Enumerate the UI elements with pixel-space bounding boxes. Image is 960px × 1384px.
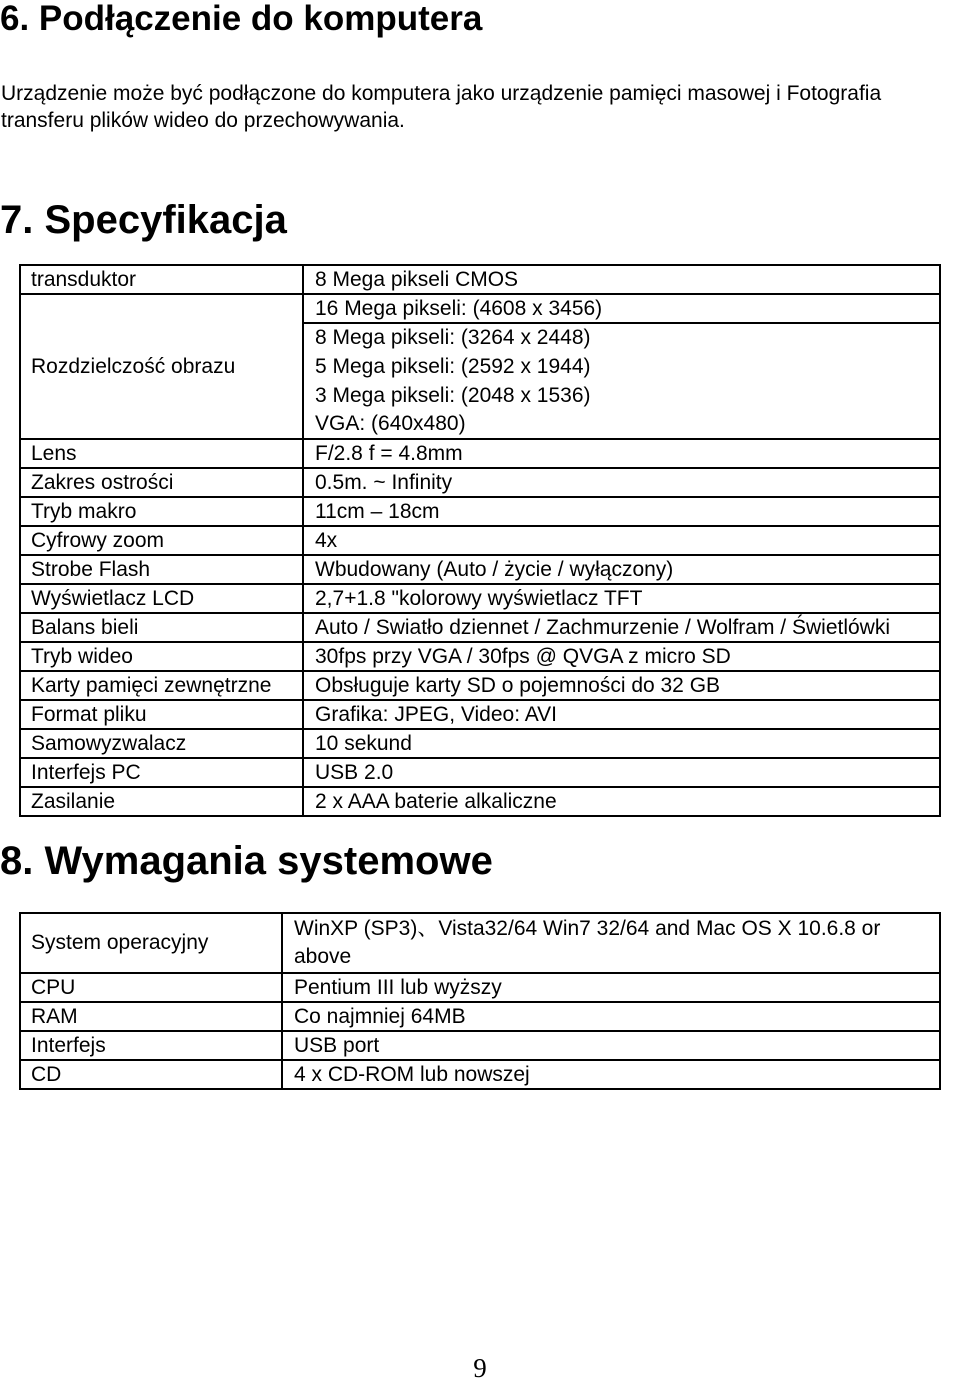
- spec-label: Rozdzielczość obrazu: [20, 294, 303, 439]
- spec-label: Tryb makro: [20, 497, 303, 526]
- spec-value: 2 x AAA baterie alkaliczne: [303, 787, 940, 816]
- spec-value: F/2.8 f = 4.8mm: [303, 439, 940, 468]
- spec-row-sensor: [20, 265, 940, 294]
- spec-row: [20, 758, 940, 787]
- section-7-heading: 7. Specyfikacja: [0, 198, 287, 242]
- requirement-row: [20, 973, 940, 1002]
- spec-row: [20, 642, 940, 671]
- spec-value: Grafika: JPEG, Video: AVI: [303, 700, 940, 729]
- spec-value: 2,7+1.8 "kolorowy wyświetlacz TFT: [303, 584, 940, 613]
- requirement-label: CD: [20, 1060, 282, 1089]
- section-8-heading: 8. Wymagania systemowe: [0, 839, 493, 883]
- spec-row: [20, 729, 940, 758]
- spec-label: Format pliku: [20, 700, 303, 729]
- spec-value: 10 sekund: [303, 729, 940, 758]
- requirement-label: System operacyjny: [20, 913, 282, 973]
- spec-row: [20, 526, 940, 555]
- spec-label: Balans bieli: [20, 613, 303, 642]
- spec-row-resolution: [20, 294, 940, 323]
- specification-table: [19, 264, 941, 817]
- requirement-row: [20, 1031, 940, 1060]
- requirement-row: [20, 913, 940, 973]
- spec-value: 8 Mega pikseli CMOS: [303, 265, 940, 294]
- spec-row: [20, 468, 940, 497]
- spec-row: [20, 787, 940, 816]
- spec-label: Zakres ostrości: [20, 468, 303, 497]
- spec-value: VGA: (640x480): [303, 410, 940, 439]
- spec-value: 16 Mega pikseli: (4608 x 3456): [303, 294, 940, 323]
- spec-value: 0.5m. ~ Infinity: [303, 468, 940, 497]
- spec-label: Karty pamięci zewnętrzne: [20, 671, 303, 700]
- spec-label: transduktor: [20, 265, 303, 294]
- spec-value: 3 Mega pikseli: (2048 x 1536): [303, 381, 940, 410]
- requirement-label: RAM: [20, 1002, 282, 1031]
- spec-value: 30fps przy VGA / 30fps @ QVGA z micro SD: [303, 642, 940, 671]
- spec-value: 8 Mega pikseli: (3264 x 2448): [303, 323, 940, 352]
- spec-value: Auto / Swiatło dziennet / Zachmurzenie / Wolfram / Świetlówki: [303, 613, 940, 642]
- requirement-label: Interfejs: [20, 1031, 282, 1060]
- spec-row: [20, 497, 940, 526]
- requirement-value: USB port: [282, 1031, 940, 1060]
- requirement-row: [20, 1002, 940, 1031]
- system-requirements-table: [19, 912, 941, 1090]
- section-6-heading: 6. Podłączenie do komputera: [0, 0, 483, 38]
- spec-label: Tryb wideo: [20, 642, 303, 671]
- spec-value: Obsługuje karty SD o pojemności do 32 GB: [303, 671, 940, 700]
- spec-label: Samowyzwalacz: [20, 729, 303, 758]
- spec-value: 4x: [303, 526, 940, 555]
- spec-row: [20, 584, 940, 613]
- requirement-value: WinXP (SP3)、Vista32/64 Win7 32/64 and Mac OS X 10.6.8 or above: [282, 913, 940, 973]
- page-number: 9: [473, 1353, 487, 1383]
- requirement-row: [20, 1060, 940, 1089]
- spec-label: Interfejs PC: [20, 758, 303, 787]
- section-6-text: Urządzenie może być podłączone do komputera jako urządzenie pamięci masowej i Fotografia transferu plików wideo do przechowywania.: [1, 82, 882, 132]
- spec-label: Cyfrowy zoom: [20, 526, 303, 555]
- spec-label: Strobe Flash: [20, 555, 303, 584]
- requirement-label: CPU: [20, 973, 282, 1002]
- spec-label: Wyświetlacz LCD: [20, 584, 303, 613]
- spec-row: [20, 671, 940, 700]
- requirement-value: 4 x CD-ROM lub nowszej: [282, 1060, 940, 1089]
- spec-row: [20, 700, 940, 729]
- requirement-value: Pentium III lub wyższy: [282, 973, 940, 1002]
- spec-value: Wbudowany (Auto / życie / wyłączony): [303, 555, 940, 584]
- spec-row: [20, 613, 940, 642]
- spec-row: [20, 439, 940, 468]
- spec-value: USB 2.0: [303, 758, 940, 787]
- requirement-value: Co najmniej 64MB: [282, 1002, 940, 1031]
- spec-row: [20, 555, 940, 584]
- spec-label: Lens: [20, 439, 303, 468]
- spec-value: 11cm – 18cm: [303, 497, 940, 526]
- spec-value: 5 Mega pikseli: (2592 x 1944): [303, 352, 940, 381]
- spec-label: Zasilanie: [20, 787, 303, 816]
